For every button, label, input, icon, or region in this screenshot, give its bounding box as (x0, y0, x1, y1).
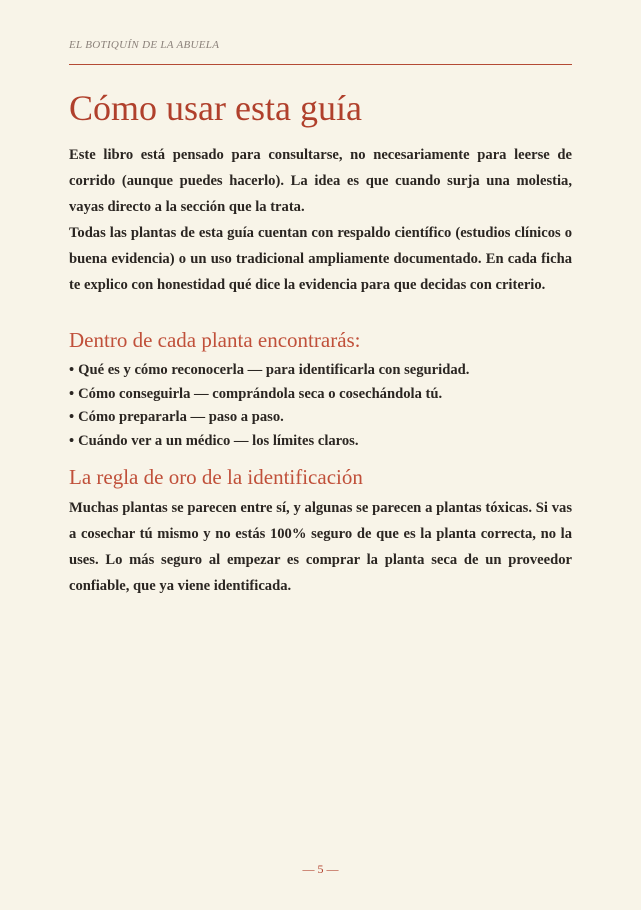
header-divider (69, 64, 572, 65)
running-header: EL BOTIQUÍN DE LA ABUELA (69, 39, 220, 51)
page-number: — 5 — (302, 862, 339, 876)
page-title: Cómo usar esta guía (69, 88, 362, 128)
list-item-text: Cómo prepararla — paso a paso. (78, 409, 284, 425)
bullet-glyph: • (69, 409, 75, 425)
list-item (69, 359, 572, 383)
bullet-glyph: • (69, 432, 75, 449)
list-item-text: Cómo conseguirla — comprándola seca o cosechándola tú. (78, 385, 443, 402)
list-item-text: Cuándo ver a un médico — los límites claros. (78, 432, 359, 449)
intro-paragraph-1: Este libro está pensado para consultarse, no necesariamente para leerse de corrido (aunque puedes hacerlo). La idea es que cuando surja una molestia, vayas directo a la sección que la trata. (69, 147, 572, 215)
list-item-text: Qué es y cómo reconocerla — para identificarla con seguridad. (78, 362, 470, 378)
bullet-glyph: • (69, 385, 75, 402)
section-heading-golden-rule: La regla de oro de la identificación (69, 465, 363, 489)
list-item (69, 383, 572, 407)
bullet-glyph: • (69, 362, 75, 378)
golden-rule-paragraph: Muchas plantas se parecen entre sí, y algunas se parecen a plantas tóxicas. Si vas a cosechar tú mismo y no estás 100% seguro de que es la planta correcta, no la uses. Lo más seguro al empezar es comprar la planta seca de un proveedor confiable, que ya viene identificada. (69, 500, 572, 594)
plant-contents-list (69, 359, 572, 453)
intro-paragraph-2: Todas las plantas de esta guía cuentan con respaldo científico (estudios clínicos o buena evidencia) o un uso tradicional ampliamente documentado. En cada ficha te explico con honestidad qué dice la evidencia para que decidas con criterio. (69, 225, 572, 293)
list-item (69, 430, 572, 454)
list-item (69, 406, 572, 430)
section-heading-plant-contents: Dentro de cada planta encontrarás: (69, 328, 361, 352)
